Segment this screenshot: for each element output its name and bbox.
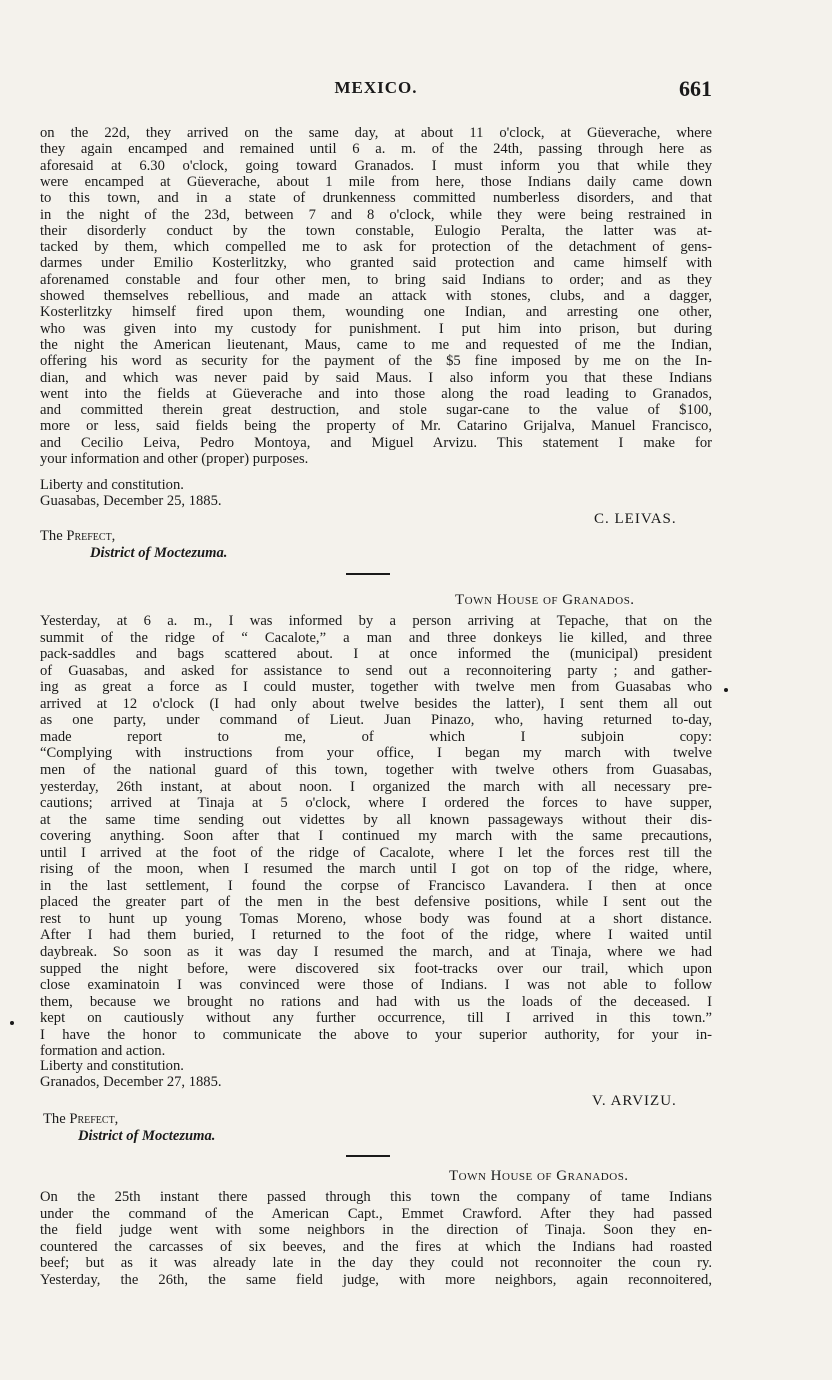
text-line: their disorderly conduct by the town constable, Eulogio Peralta, the latter was at-: [40, 222, 712, 239]
text-line: showed themselves rebellious, and made an attack with stones, clubs, and a dagger,: [40, 288, 712, 304]
text-line: placed the greater part of the men in the best defensive positions, while I sent out the: [40, 894, 712, 911]
text-line: Yesterday, the 26th, the same field judge, with more neighbors, again reconnoitered,: [40, 1272, 712, 1288]
text-line: After I had them buried, I returned to the foot of the ridge, where I waited until: [40, 927, 712, 944]
text-line: arrived at 12 o'clock (I had only about twelve besides the latter), I sent them all out: [40, 695, 712, 712]
text-line: they again encamped and remained until 6 a. m. of the 24th, passing through here as: [40, 141, 712, 158]
text-line: formation and action.: [40, 1043, 166, 1060]
letter1-addressee: The Prefect,: [40, 528, 116, 544]
letter2-closing: Liberty and constitution.: [40, 1058, 184, 1074]
text-line: and Cecilio Leiva, Pedro Montoya, and Miguel Arvizu. This statement I make for: [40, 434, 712, 451]
letter2-place-date: Granados, December 27, 1885.: [40, 1074, 222, 1090]
text-line: Yesterday, at 6 a. m., I was informed by a person arriving at Tepache, that on the: [40, 613, 712, 629]
page-header: [40, 78, 712, 106]
text-line: your information and other (proper) purposes.: [40, 451, 309, 467]
text-line: the night the American lieutenant, Maus, came to me and requested of me the Indian,: [40, 336, 712, 353]
letter1-addressee-district: District of Moctezuma.: [90, 545, 228, 561]
text-line: who was given into my custody for punishment. I put him into prison, but during: [40, 320, 712, 337]
letter2-addressee: The Prefect,: [43, 1111, 119, 1127]
text-line: as one party, under command of Lieut. Juan Pinazo, who, having returned to-day,: [40, 712, 712, 729]
letter2-heading: Town House of Granados.: [455, 592, 635, 608]
text-line: the field judge went with some neighbors in the direction of Tinaja. Soon they en-: [40, 1222, 712, 1239]
text-line: tacked by them, which compelled me to ask for protection of the detachment of gens-: [40, 239, 712, 256]
text-line: men of the national guard of this town, together with twelve others from Guasabas,: [40, 761, 712, 778]
text-line: made report to me, of which I subjoin copy:: [40, 728, 712, 745]
margin-mark: [724, 688, 728, 692]
text-line: dian, and which was never paid by said Maus. I also inform you that these Indians: [40, 369, 712, 386]
text-line: and committed therein great destruction, and stole sugar-cane to the value of $100,: [40, 402, 712, 419]
text-line: offering his word as security for the payment of the $5 fine imposed by me on the In-: [40, 353, 712, 370]
text-line: went into the fields at Güeverache and into those along the road leading to Granados,: [40, 385, 712, 402]
text-line: were encamped at Güeverache, about 1 mile from here, those Indians daily came down: [40, 173, 712, 190]
text-line: yesterday, 26th instant, at about noon. I organized the march with all necessary pre-: [40, 778, 712, 795]
running-title: MEXICO.: [334, 78, 418, 97]
text-line: in the night of the 23d, between 7 and 8 o'clock, while they were being restrained in: [40, 206, 712, 223]
text-line: rising of the moon, when I resumed the march until I got on top of the ridge, where,: [40, 861, 712, 878]
text-line: darmes under Emilio Kosterlitzky, who granted said protection and came himself with: [40, 255, 712, 272]
text-line: countered the carcasses of six beeves, and the fires at which the Indians had roasted: [40, 1238, 712, 1255]
text-line: to this town, and in a state of drunkenness committed numberless disorders, and that: [40, 190, 712, 207]
text-line: Kosterlitzky himself fired upon them, wounding one Indian, and arresting one other,: [40, 304, 712, 321]
margin-mark: [10, 1021, 14, 1025]
letter1-closing: Liberty and constitution.: [40, 477, 184, 493]
section-divider: [346, 573, 390, 575]
letter1-place-date: Guasabas, December 25, 1885.: [40, 493, 222, 509]
text-line: until I arrived at the foot of the ridge of Cacalote, where I let the forces rest till the: [40, 844, 712, 861]
text-line: pack-saddles and bags scattered about. I at once informed the (municipal) president: [40, 646, 712, 663]
text-line: beef; but as it was already late in the day they could not reconnoiter the coun ry.: [40, 1255, 712, 1272]
text-line: on the 22d, they arrived on the same day, at about 11 o'clock, at Güeverache, where: [40, 125, 712, 141]
text-line: under the command of the American Capt., Emmet Crawford. After they had passed: [40, 1205, 712, 1222]
text-line: I have the honor to communicate the above to your superior authority, for your in-: [40, 1026, 712, 1043]
text-line: close examinatoin I was convinced were those of Indians. I was not able to follow: [40, 977, 712, 994]
letter3-heading: Town House of Granados.: [449, 1168, 629, 1184]
text-line: kept on cautiously without any further occurrence, till I arrived in this town.”: [40, 1010, 712, 1027]
text-line: in the last settlement, I found the corpse of Francisco Lavandera. I then at once: [40, 877, 712, 894]
page-number: 661: [679, 76, 712, 101]
text-line: ing as great a force as I could muster, together with twelve men from Guasabas who: [40, 679, 712, 696]
text-line: supped the night before, were discovered six foot-tracks over our trail, which upon: [40, 960, 712, 977]
letter2-signature: V. ARVIZU.: [592, 1093, 677, 1109]
text-line: On the 25th instant there passed through this town the company of tame Indians: [40, 1189, 712, 1205]
text-line: “Complying with instructions from your office, I began my march with twelve: [40, 745, 712, 762]
text-line: covering anything. Soon after that I continued my march with the same precautions,: [40, 828, 712, 845]
text-line: summit of the ridge of “ Cacalote,” a man and three donkeys lie killed, and three: [40, 629, 712, 646]
text-line: rest to hunt up young Tomas Moreno, whose body was found at a short distance.: [40, 910, 712, 927]
letter2-addressee-district: District of Moctezuma.: [78, 1128, 216, 1144]
letter1-signature: C. LEIVAS.: [594, 511, 677, 527]
text-line: them, because we brought no rations and had with us the loads of the deceased. I: [40, 993, 712, 1010]
text-line: at the same time sending out videttes by all known passageways without their dis-: [40, 811, 712, 828]
text-line: of Guasabas, and asked for assistance to send out a reconnoitering party ; and gather-: [40, 662, 712, 679]
text-line: aforenamed constable and four other men, to bring said Indians to order; and as they: [40, 271, 712, 288]
text-line: aforesaid at 6.30 o'clock, going toward Granados. I must inform you that while they: [40, 157, 712, 174]
text-line: daybreak. So soon as it was day I resumed the march, and at Tinaja, where we had: [40, 944, 712, 960]
section-divider: [346, 1155, 390, 1157]
text-line: more or less, said fields being the property of Mr. Catarino Grijalva, Manuel Francisco,: [40, 418, 712, 435]
text-line: cautions; arrived at Tinaja at 5 o'clock, where I ordered the forces to have supper,: [40, 795, 712, 812]
